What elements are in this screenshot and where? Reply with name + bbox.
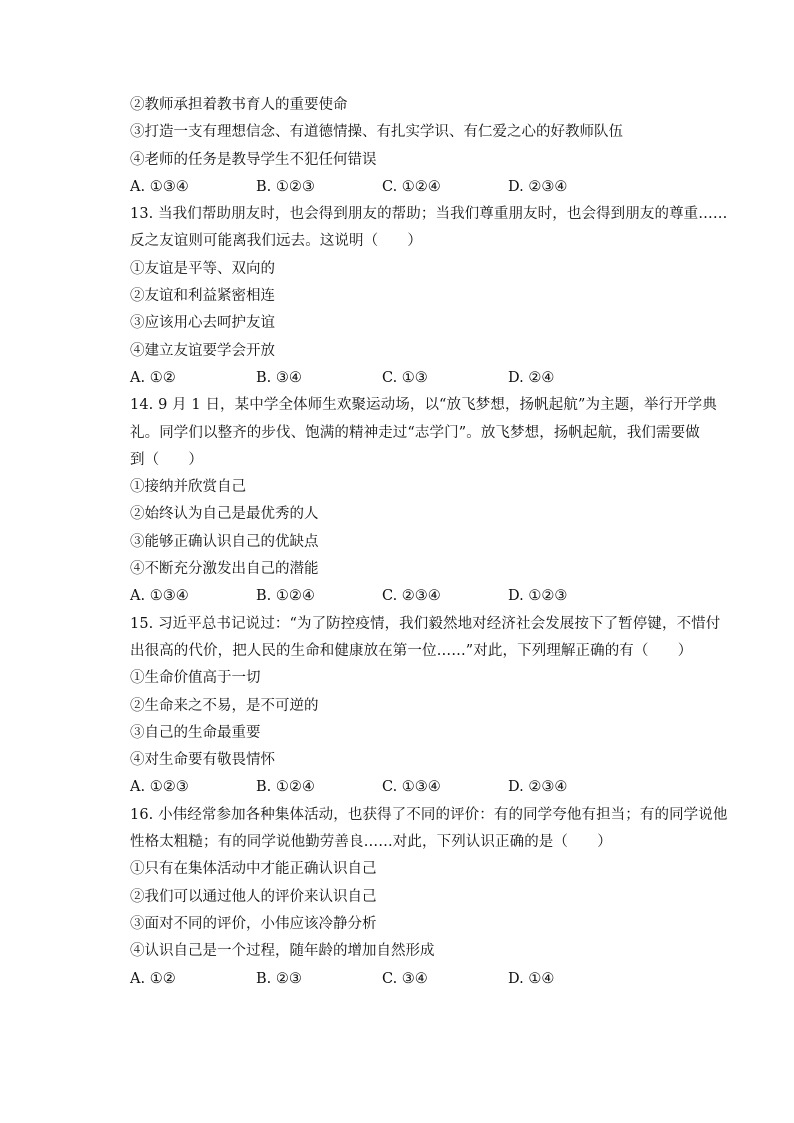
- option-c: C. ①③④: [382, 779, 441, 796]
- choice-item: ④不断充分激发出自己的潜能: [130, 561, 319, 578]
- option-c: C. ②③④: [382, 588, 441, 605]
- option-a: A. ①②③: [130, 779, 189, 796]
- option-d: D. ②③④: [508, 178, 568, 195]
- choice-item: ④建立友谊要学会开放: [130, 342, 275, 359]
- choice-item: ③面对不同的评价，小伟应该冷静分析: [130, 915, 377, 932]
- option-b: B. ②③: [256, 970, 302, 987]
- question-14: [130, 392, 717, 610]
- choice-item: ③打造一支有理想信念、有道德情操、有扎实学识、有仁爱之心的好教师队伍: [130, 124, 623, 141]
- question-12: [130, 92, 700, 201]
- choice-item: ②我们可以通过他人的评价来认识自己: [130, 888, 377, 905]
- option-d: D. ①④: [508, 970, 555, 987]
- question-stem: 15. 习近平总书记说过：“为了防控疫情，我们毅然地对经济社会发展按下了暂停键，不惜付: [130, 615, 721, 632]
- answer-options: [130, 774, 700, 801]
- choice-item: ③应该用心去呵护友谊: [130, 315, 275, 332]
- answer-options: [130, 365, 700, 392]
- choice-item: ④认识自己是一个过程，随年龄的增加自然形成: [130, 943, 435, 960]
- option-a: A. ①②: [130, 369, 176, 386]
- option-c: C. ①③: [382, 369, 428, 386]
- option-d: D. ①②③: [508, 588, 568, 605]
- question-stem: 到（ ）: [130, 451, 203, 468]
- question-stem: 反之友谊则可能离我们远去。这说明（ ）: [130, 233, 422, 250]
- exam-page: [130, 92, 728, 993]
- question-15: [130, 611, 721, 802]
- choice-item: ④对生命要有敬畏情怀: [130, 752, 275, 769]
- question-stem: 16. 小伟经常参加各种集体活动，也获得了不同的评价：有的同学夸他有担当；有的同学说他: [130, 806, 728, 823]
- option-b: B. ①②③: [256, 178, 315, 195]
- question-stem: 性格太粗糙；有的同学说他勤劳善良……对此，下列认识正确的是（ ）: [130, 834, 612, 851]
- choice-item: ④老师的任务是教导学生不犯任何错误: [130, 151, 377, 168]
- question-stem: 13. 当我们帮助朋友时，也会得到朋友的帮助；当我们尊重朋友时，也会得到朋友的尊重……: [130, 206, 728, 223]
- option-c: C. ①②④: [382, 178, 441, 195]
- choice-item: ①友谊是平等、双向的: [130, 260, 275, 277]
- option-d: D. ②④: [508, 369, 555, 386]
- option-b: B. ①②④: [256, 779, 315, 796]
- question-stem: 出很高的代价，把人民的生命和健康放在第一位……”对此，下列理解正确的有（ ）: [130, 642, 693, 659]
- choice-item: ①只有在集体活动中才能正确认识自己: [130, 861, 377, 878]
- option-b: B. ①②④: [256, 588, 315, 605]
- question-13: [130, 201, 728, 392]
- answer-options: [130, 966, 700, 993]
- choice-item: ①接纳并欣赏自己: [130, 479, 246, 496]
- choice-item: ②教师承担着教书育人的重要使命: [130, 97, 348, 113]
- choice-item: ①生命价值高于一切: [130, 670, 261, 687]
- option-b: B. ③④: [256, 369, 302, 386]
- option-a: A. ①③④: [130, 588, 189, 605]
- answer-options: [130, 583, 700, 610]
- choice-item: ②生命来之不易，是不可逆的: [130, 697, 319, 714]
- choice-item: ②始终认为自己是最优秀的人: [130, 506, 319, 523]
- answer-options: [130, 174, 700, 201]
- option-a: A. ①③④: [130, 178, 189, 195]
- choice-item: ③自己的生命最重要: [130, 724, 261, 741]
- option-c: C. ③④: [382, 970, 428, 987]
- choice-item: ③能够正确认识自己的优缺点: [130, 533, 319, 550]
- option-d: D. ②③④: [508, 779, 568, 796]
- question-16: [130, 802, 728, 993]
- question-stem: 礼。同学们以整齐的步伐、饱满的精神走过“志学门”。放飞梦想，扬帆起航，我们需要做: [130, 424, 700, 441]
- question-stem: 14. 9 月 1 日，某中学全体师生欢聚运动场，以“放飞梦想，扬帆起航”为主题，举行开学典: [130, 397, 717, 414]
- option-a: A. ①②: [130, 970, 176, 987]
- choice-item: ②友谊和利益紧密相连: [130, 288, 275, 305]
